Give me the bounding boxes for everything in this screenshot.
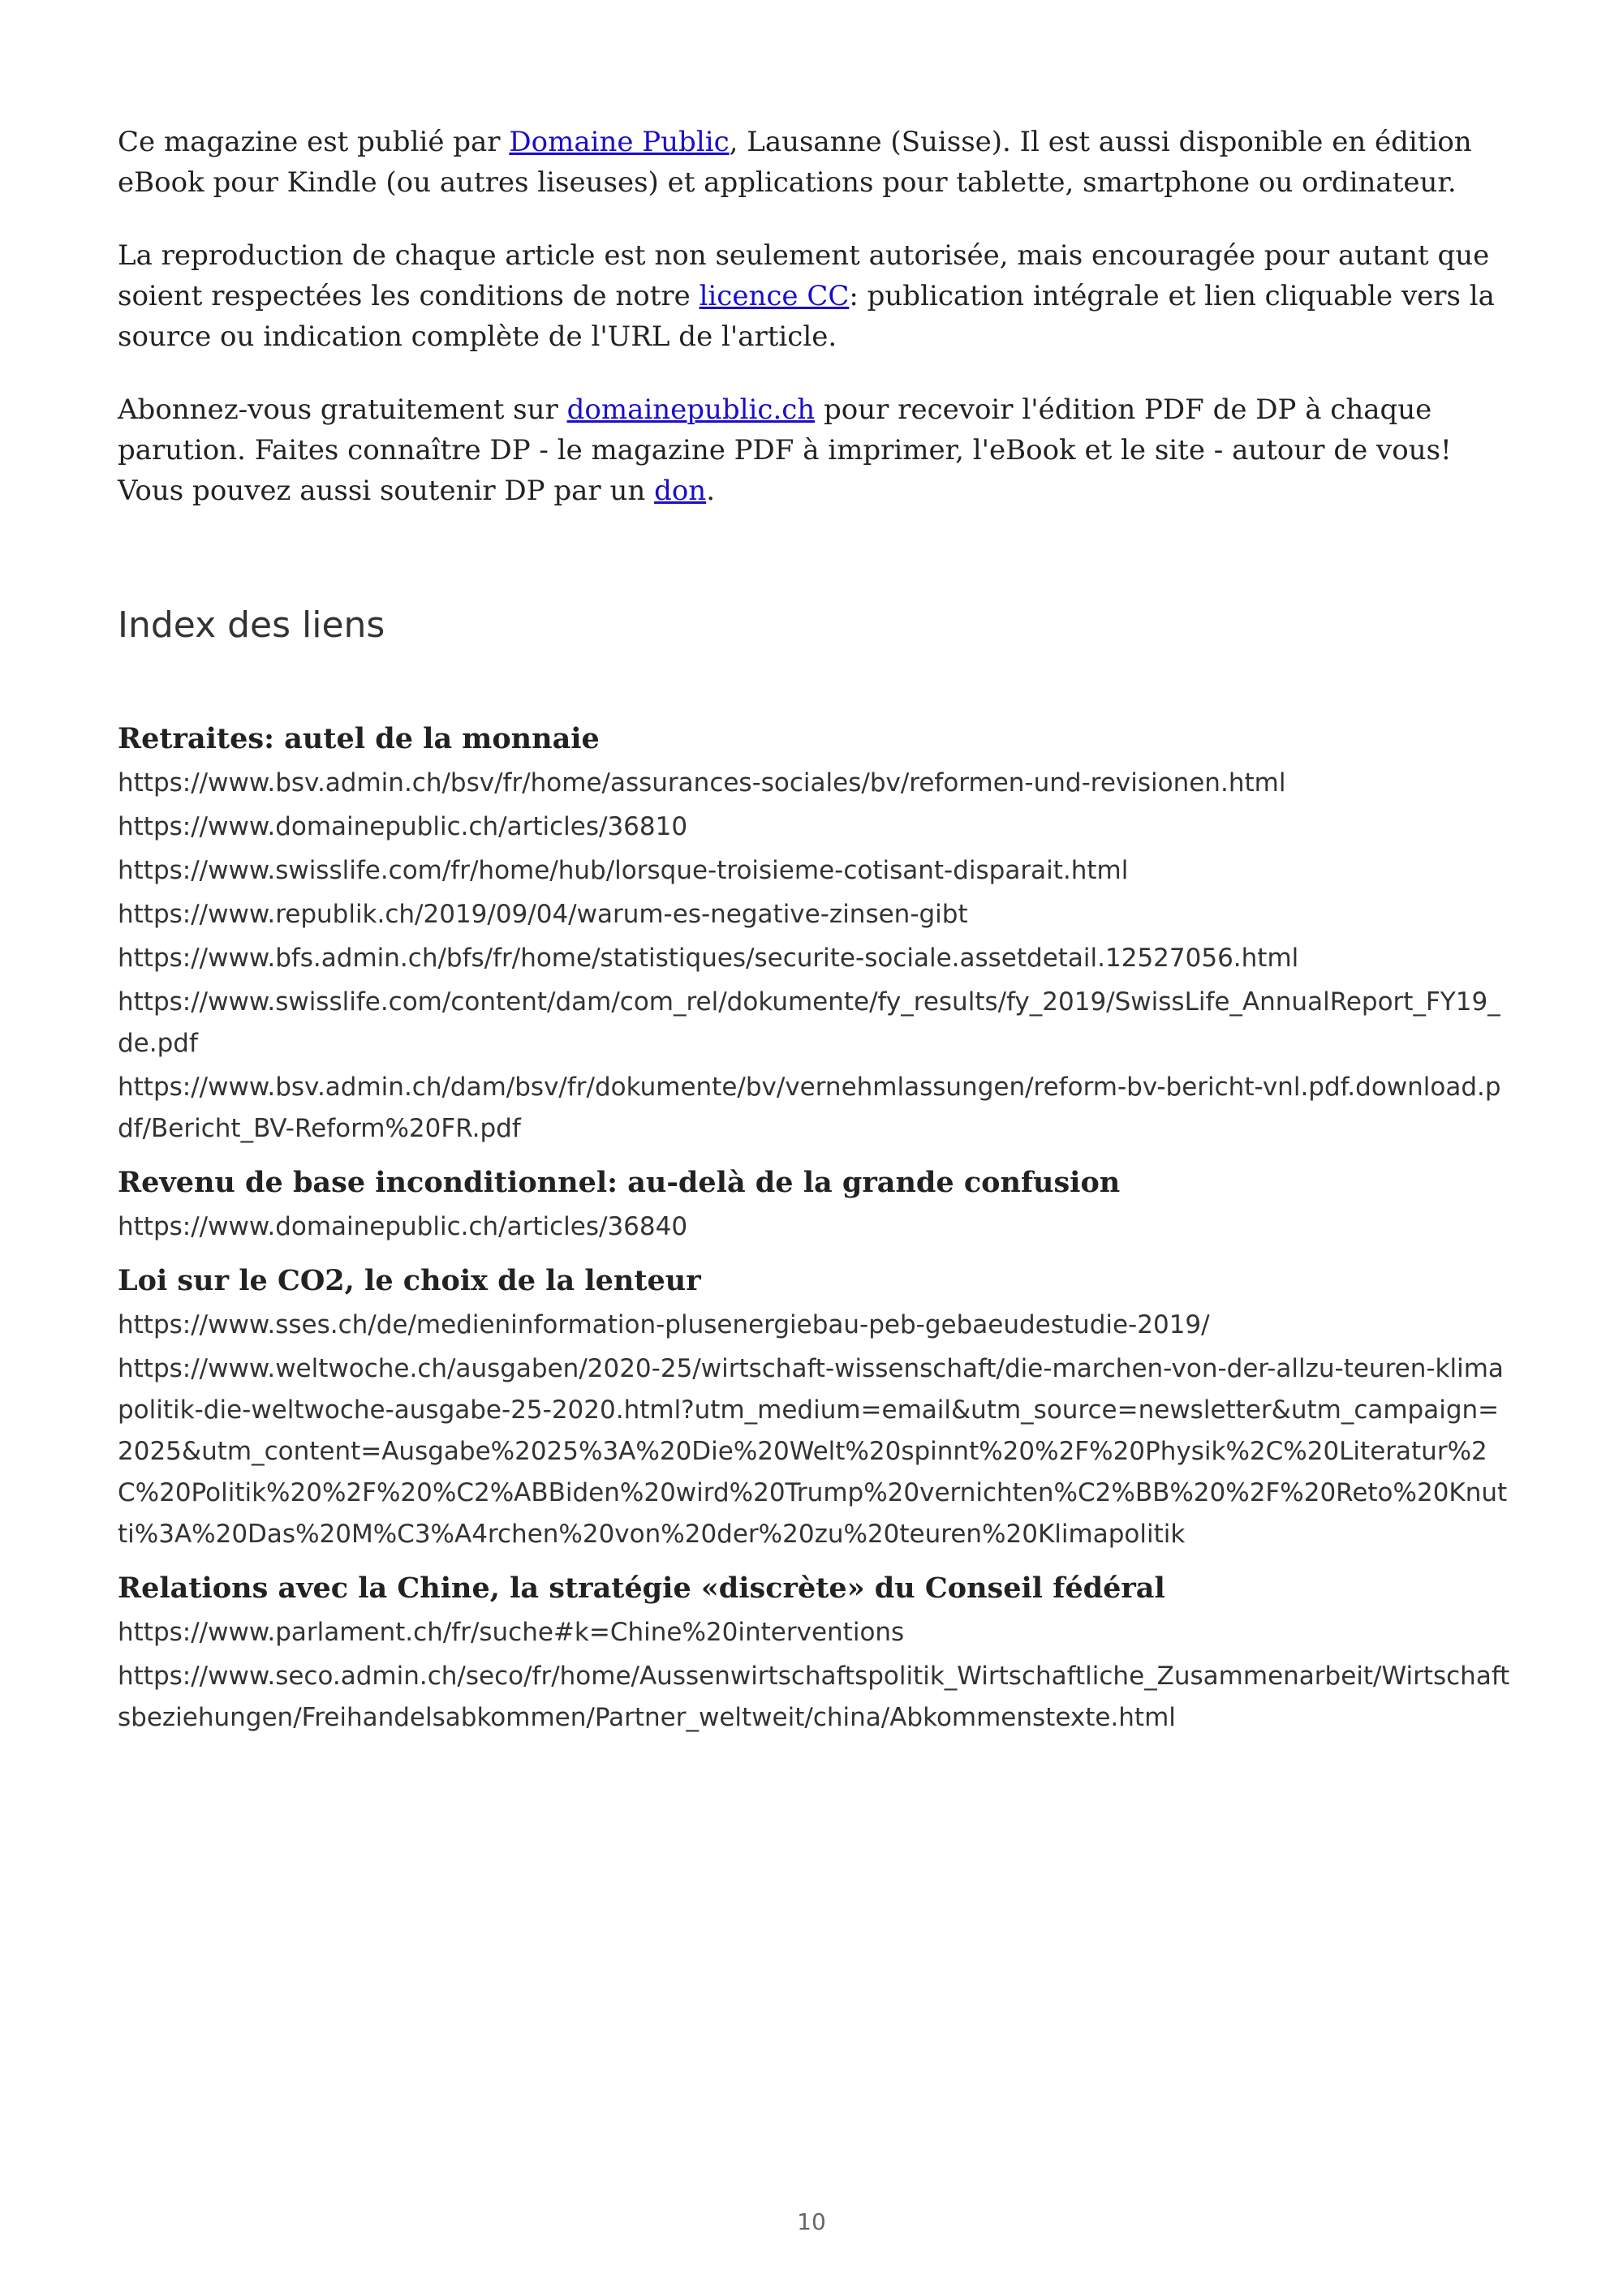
index-link[interactable]: https://www.bsv.admin.ch/bsv/fr/home/assurances-sociales/bv/reformen-und-revisionen.html — [118, 768, 1286, 798]
domaine-public-link[interactable]: Domaine Public — [509, 126, 730, 158]
licence-cc-link[interactable]: licence CC — [699, 280, 850, 312]
index-heading: Index des liens — [118, 604, 385, 646]
index-link[interactable]: https://www.bsv.admin.ch/dam/bsv/fr/dokumente/bv/vernehmlassungen/reform-bv-bericht-vnl.pdf.download.pdf/Bericht_BV-Reform%20FR.pdf — [118, 1073, 1501, 1143]
intro-text: Ce magazine est publié par — [118, 126, 510, 158]
intro-text: , Lausanne (Suisse). Il est aussi disponible en édition eBook pour Kindle (ou autres liseuses) et applications pour tablette, smartphone ou ordinateur. — [118, 126, 1472, 199]
index-section — [118, 1568, 1513, 1739]
intro-text: La reproduction de chaque article est non seulement autorisée, mais encouragée pour autant que soient respectées les conditions de notre — [118, 239, 1490, 312]
index-section — [118, 1163, 1513, 1248]
domainepublic-link[interactable]: domainepublic.ch — [566, 393, 816, 426]
intro-paragraph-license — [118, 235, 1513, 357]
index-link[interactable]: https://www.sses.ch/de/medieninformation-plusenergiebau-peb-gebaeudestudie-2019/ — [118, 1310, 1210, 1339]
index-link[interactable]: https://www.domainepublic.ch/articles/36810 — [118, 812, 688, 841]
page-number: 10 — [797, 2208, 826, 2235]
don-link[interactable]: don — [654, 475, 707, 507]
intro-text: : publication intégrale et lien cliquable vers la source ou indication complète de l'URL de l'article. — [118, 280, 1495, 353]
intro-paragraph-subscribe — [118, 389, 1513, 511]
index-link[interactable]: https://www.republik.ch/2019/09/04/warum-es-negative-zinsen-gibt — [118, 900, 968, 929]
index-link[interactable]: https://www.swisslife.com/fr/home/hub/lorsque-troisieme-cotisant-disparait.html — [118, 856, 1129, 885]
index-link[interactable]: https://www.seco.admin.ch/seco/fr/home/Aussenwirtschaftspolitik_Wirtschaftliche_Zusammenarbeit/Wirtschaftsbeziehungen/Freihandelsabkommen/Partner_weltweit/china/Abkommenstexte.html — [118, 1662, 1510, 1732]
section-title: Loi sur le CO2, le choix de la lenteur — [118, 1264, 701, 1297]
section-title: Relations avec la Chine, la stratégie «discrète» du Conseil fédéral — [118, 1572, 1165, 1605]
index-link[interactable]: https://www.weltwoche.ch/ausgaben/2020-25/wirtschaft-wissenschaft/die-marchen-von-der-allzu-teuren-klimapolitik-die-weltwoche-ausgabe-25-2020.html?utm_medium=email&utm_source=newsletter&utm_campaign=2025&utm_content=Ausgabe%2025%3A%20Die%20Welt%20spinnt%20%2F%20Physik%2C%20Literatur%2C%20Politik%20%2F%20%C2%ABBiden%20wird%20Trump%20vernichten%C2%BB%20%2F%20Reto%20Knutti%3A%20Das%20M%C3%A4rchen%20von%20der%20zu%20teuren%20Klimapolitik — [118, 1354, 1508, 1549]
intro-paragraph-publisher — [118, 122, 1513, 203]
intro-text: . — [706, 475, 716, 507]
index-section — [118, 1261, 1513, 1555]
intro-text: pour recevoir l'édition PDF de DP à chaque parution. Faites connaître DP - le magazine PDF à imprimer, l'eBook et le site - autour de vous! Vous pouvez aussi soutenir DP par un — [118, 393, 1452, 507]
index-link[interactable]: https://www.parlament.ch/fr/suche#k=Chine%20interventions — [118, 1618, 905, 1647]
index-link[interactable]: https://www.domainepublic.ch/articles/36840 — [118, 1212, 688, 1241]
intro-text: Abonnez-vous gratuitement sur — [118, 393, 567, 426]
page-content — [118, 122, 1513, 1752]
index-section — [118, 719, 1513, 1150]
section-title: Retraites: autel de la monnaie — [118, 722, 600, 755]
index-link[interactable]: https://www.swisslife.com/content/dam/com_rel/dokumente/fy_results/fy_2019/SwissLife_AnnualReport_FY19_de.pdf — [118, 987, 1500, 1058]
index-link[interactable]: https://www.bfs.admin.ch/bfs/fr/home/statistiques/securite-sociale.assetdetail.12527056.html — [118, 944, 1299, 973]
section-title: Revenu de base inconditionnel: au-delà de la grande confusion — [118, 1166, 1121, 1199]
